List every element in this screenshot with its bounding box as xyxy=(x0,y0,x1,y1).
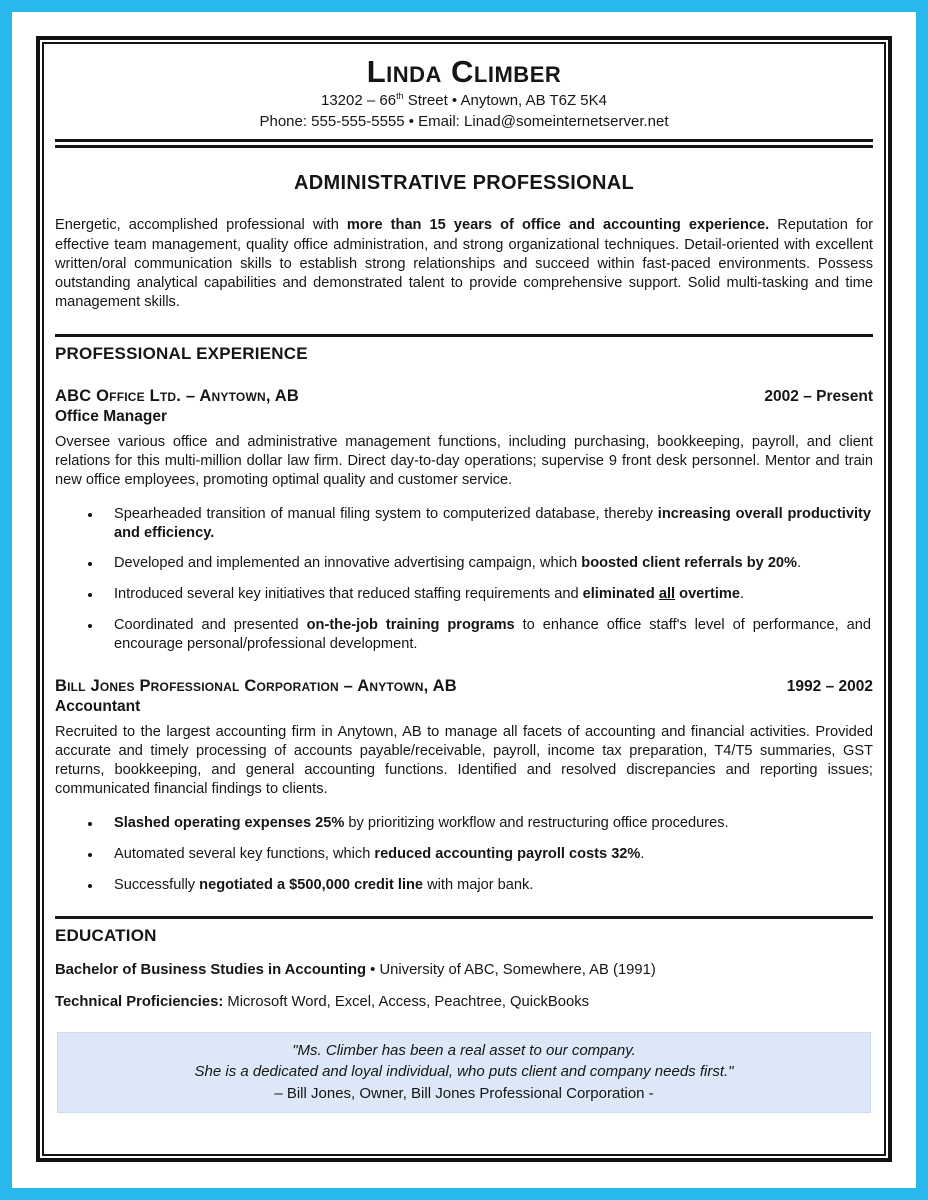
job-description: Oversee various office and administrative management functions, including purchasing, bookkeeping, payroll, and client relations for this multi-million dollar law firm. Direct day-to-day operations; supervise 9 front desk personnel. Mentor and train new office employees, promoting optimal quality and customer service. xyxy=(55,433,873,488)
company-name: Bill Jones Professional Corporation – Anytown, AB xyxy=(55,677,457,696)
testimonial-quote-block xyxy=(57,1032,871,1113)
achievement-item: • Introduced several key initiatives that reduced staffing requirements and eliminated all overtime. xyxy=(102,585,871,604)
education-section-heading: EDUCATION xyxy=(55,926,157,946)
resume-header xyxy=(55,54,873,132)
quote-line-1: "Ms. Climber has been a real asset to our company. xyxy=(292,1042,636,1060)
job-dates: 2002 – Present xyxy=(764,387,873,405)
achievement-item: • Automated several key functions, which reduced accounting payroll costs 32%. xyxy=(102,845,871,864)
outer-black-frame xyxy=(36,36,892,1162)
contact-line: Phone: 555-555-5555 • Email: Linad@someinternetserver.net xyxy=(259,112,669,130)
candidate-name: Linda Climber xyxy=(366,54,562,89)
header-divider xyxy=(55,139,873,148)
achievement-item: • Spearheaded transition of manual filing system to computerized database, thereby increasing overall productivity and efficiency. xyxy=(102,505,871,543)
job-entry-bill-jones xyxy=(55,677,873,895)
inner-black-frame xyxy=(42,42,886,1156)
job-title: Accountant xyxy=(55,698,141,716)
achievement-item: • Successfully negotiated a $500,000 credit line with major bank. xyxy=(102,876,871,895)
quote-attribution: – Bill Jones, Owner, Bill Jones Professional Corporation - xyxy=(274,1084,654,1102)
achievement-item: • Slashed operating expenses 25% by prioritizing workflow and restructuring office procedures. xyxy=(102,814,871,833)
quote-line-2: She is a dedicated and loyal individual, who puts client and company needs first." xyxy=(194,1063,734,1081)
achievement-item: • Coordinated and presented on-the-job training programs to enhance office staff's level of performance, and encourage personal/professional development. xyxy=(102,616,871,654)
job-entry-abc-office xyxy=(55,387,873,655)
job-achievements-list xyxy=(55,505,873,655)
resume-title: ADMINISTRATIVE PROFESSIONAL xyxy=(294,172,634,195)
summary-paragraph: Energetic, accomplished professional with more than 15 years of office and accounting experience. Reputation for effective team management, quality office administration, and strong organizational techniques. Detail-oriented with excellent written/oral communication skills to establish strong relationships and succeed within fast-paced environments. Possess outstanding analytical capabilities and demonstrated talent to provide comprehensive support. Solid multi-tasking and time management skills. xyxy=(55,217,873,311)
address-line: 13202 – 66th Street • Anytown, AB T6Z 5K4 xyxy=(320,91,607,109)
job-description: Recruited to the largest accounting firm in Anytown, AB to manage all facets of accounting and financial activities. Provided accurate and timely processing of accounts payable/receivable, payroll, income tax preparation, T4/T5 summaries, GST returns, bookkeeping, and general accounting functions. Identified and resolved discrepancies and reporting issues; communicated financial findings to clients. xyxy=(55,724,873,798)
technical-proficiencies-line: Technical Proficiencies: Microsoft Word, Excel, Access, Peachtree, QuickBooks xyxy=(55,994,589,1011)
education-section-divider xyxy=(55,916,873,919)
company-name: ABC Office Ltd. – Anytown, AB xyxy=(55,386,300,405)
achievement-item: • Developed and implemented an innovative advertising campaign, which boosted client referrals by 20%. xyxy=(102,554,871,573)
job-achievements-list xyxy=(55,814,873,895)
degree-line: Bachelor of Business Studies in Accounting • University of ABC, Somewhere, AB (1991) xyxy=(55,962,656,979)
job-dates: 1992 – 2002 xyxy=(786,678,873,696)
resume-page xyxy=(12,12,916,1188)
job-title: Office Manager xyxy=(55,407,167,425)
job-header xyxy=(55,677,873,696)
job-header xyxy=(55,387,873,406)
experience-section-divider xyxy=(55,334,873,337)
experience-section-heading: PROFESSIONAL EXPERIENCE xyxy=(55,343,308,363)
